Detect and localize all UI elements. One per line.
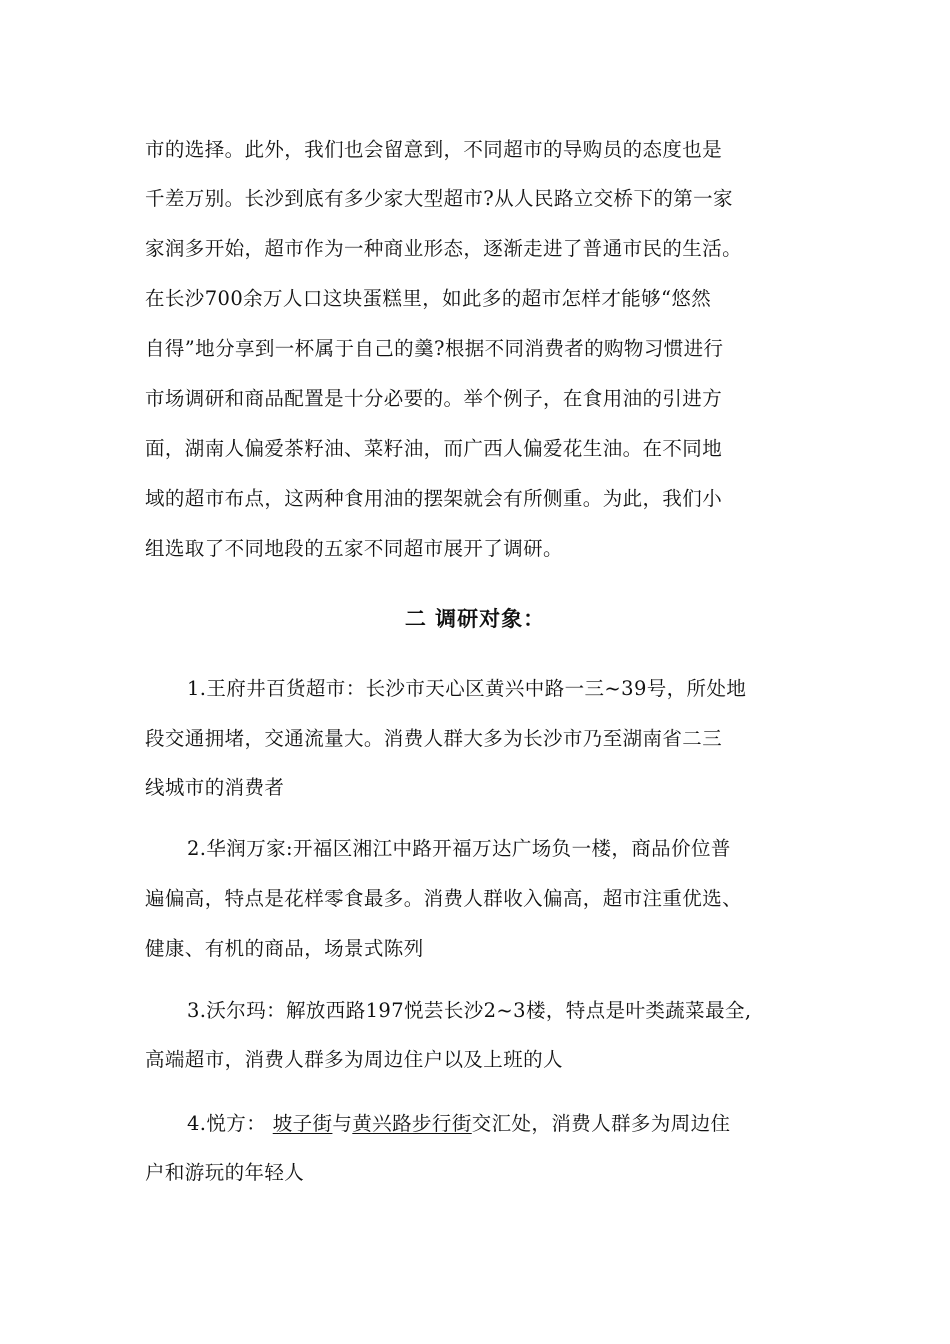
item4-prefix: 4.悦方： (187, 1112, 273, 1135)
item4-mid: 与 (332, 1112, 353, 1135)
intro-line: 自得”地分享到一杯属于自己的羹?根据不同消费者的购物习惯进行 (145, 337, 724, 360)
research-target-1-cont: 线城市的消费者 (145, 776, 285, 799)
research-target-4 (187, 1111, 730, 1137)
research-target-2-cont: 健康、有机的商品，场景式陈列 (145, 937, 424, 960)
intro-line: 域的超市布点，这两种食用油的摆架就会有所侧重。为此，我们小 (145, 487, 723, 510)
pozijie-link[interactable]: 坡子街 (272, 1112, 333, 1135)
research-target-2: 2.华润万家:开福区湘江中路开福万达广场负一楼，商品价位普 (187, 837, 731, 860)
research-target-3-cont: 高端超市，消费人群多为周边住户以及上班的人 (145, 1048, 563, 1071)
intro-line: 家润多开始，超市作为一种商业形态，逐渐走进了普通市民的生活。 (145, 237, 743, 260)
intro-line: 市的选择。此外，我们也会留意到，不同超市的导购员的态度也是 (145, 138, 723, 161)
intro-line: 市场调研和商品配置是十分必要的。举个例子，在食用油的引进方 (145, 387, 723, 410)
intro-line: 千差万别。长沙到底有多少家大型超市?从人民路立交桥下的第一家 (145, 187, 733, 210)
intro-line: 面，湖南人偏爱茶籽油、菜籽油，而广西人偏爱花生油。在不同地 (145, 437, 723, 460)
research-target-3: 3.沃尔玛：解放西路197悦芸长沙2~3楼，特点是叶类蔬菜最全, (187, 999, 752, 1022)
intro-line: 在长沙700余万人口这块蛋糕里，如此多的超市怎样才能够“悠然 (145, 287, 712, 310)
section-heading: 二 调研对象： (404, 607, 546, 631)
item4-rest: 交汇处，消费人群多为周边住 (471, 1112, 731, 1135)
research-target-1: 1.王府井百货超市：长沙市天心区黄兴中路一三~39号，所处地 (187, 677, 747, 700)
research-target-4-cont: 户和游玩的年轻人 (145, 1161, 305, 1184)
research-target-2-cont: 遍偏高，特点是花样零食最多。消费人群收入偏高，超市注重优选、 (145, 887, 743, 910)
research-target-1-cont: 段交通拥堵，交通流量大。消费人群大多为长沙市乃至湖南省二三 (145, 727, 723, 750)
huangxing-road-link[interactable]: 黄兴路步行街 (352, 1112, 472, 1135)
intro-line: 组选取了不同地段的五家不同超市展开了调研。 (145, 537, 563, 560)
